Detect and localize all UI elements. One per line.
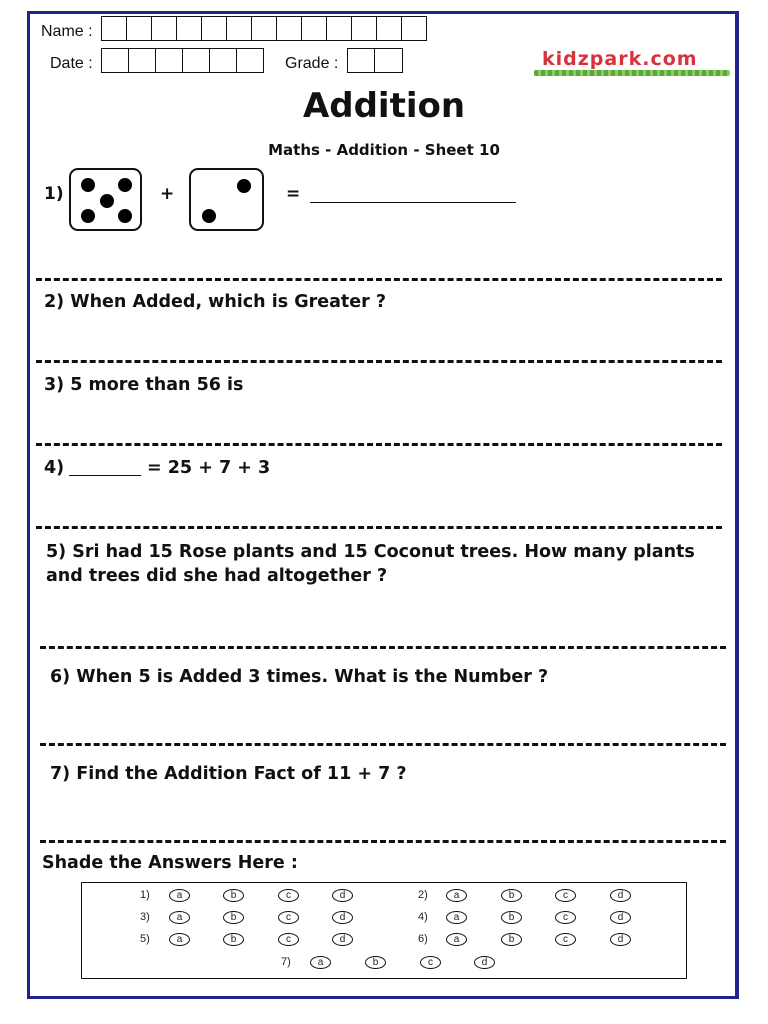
bubble-q5-d[interactable]: d <box>332 933 353 946</box>
bubble-q2-c[interactable]: c <box>555 889 576 902</box>
question-5-line-1: 5) Sri had 15 Rose plants and 15 Coconut trees. How many plants <box>46 542 695 562</box>
answer-number: 4) <box>418 911 428 923</box>
question-7: 7) Find the Addition Fact of 11 + 7 ? <box>50 764 407 784</box>
q4-answer-line[interactable] <box>69 475 141 476</box>
bubble-q3-d[interactable]: d <box>332 911 353 924</box>
bubble-q4-a[interactable]: a <box>446 911 467 924</box>
date-label: Date : <box>50 55 93 72</box>
die-two-icon <box>189 168 264 231</box>
bubble-q7-c[interactable]: c <box>420 956 441 969</box>
divider <box>40 743 726 746</box>
answer-number: 5) <box>140 933 150 945</box>
bubble-q5-a[interactable]: a <box>169 933 190 946</box>
bubble-q4-c[interactable]: c <box>555 911 576 924</box>
kidzpark-logo <box>534 46 734 78</box>
bubble-q7-d[interactable]: d <box>474 956 495 969</box>
bubble-q6-c[interactable]: c <box>555 933 576 946</box>
bubble-q3-c[interactable]: c <box>278 911 299 924</box>
bubble-q6-d[interactable]: d <box>610 933 631 946</box>
name-boxes[interactable] <box>101 16 427 41</box>
page-title: Addition <box>302 86 466 126</box>
question-6: 6) When 5 is Added 3 times. What is the Number ? <box>50 667 549 687</box>
question-2: 2) When Added, which is Greater ? <box>44 292 387 312</box>
bubble-q3-a[interactable]: a <box>169 911 190 924</box>
question-3: 3) 5 more than 56 is <box>44 375 244 395</box>
question-4-prefix: 4) <box>44 458 65 478</box>
name-label: Name : <box>41 23 93 40</box>
grass-decoration <box>534 70 730 76</box>
bubble-q2-b[interactable]: b <box>501 889 522 902</box>
bubble-q6-a[interactable]: a <box>446 933 467 946</box>
bubble-q4-d[interactable]: d <box>610 911 631 924</box>
bubble-q2-a[interactable]: a <box>446 889 467 902</box>
bubble-q1-c[interactable]: c <box>278 889 299 902</box>
answer-number: 7) <box>281 956 291 968</box>
bubble-q2-d[interactable]: d <box>610 889 631 902</box>
bubble-q4-b[interactable]: b <box>501 911 522 924</box>
equals-sign: = <box>286 184 301 204</box>
bubble-q1-b[interactable]: b <box>223 889 244 902</box>
divider <box>40 646 726 649</box>
bubble-q1-d[interactable]: d <box>332 889 353 902</box>
bubble-q5-b[interactable]: b <box>223 933 244 946</box>
answer-number: 1) <box>140 889 150 901</box>
bubble-q7-b[interactable]: b <box>365 956 386 969</box>
shade-heading: Shade the Answers Here : <box>42 853 298 873</box>
answer-number: 3) <box>140 911 150 923</box>
bubble-q3-b[interactable]: b <box>223 911 244 924</box>
divider <box>40 840 726 843</box>
plus-sign: + <box>160 184 175 204</box>
bubble-q6-b[interactable]: b <box>501 933 522 946</box>
logo-text: kidzpark.com <box>542 48 698 70</box>
bubble-q5-c[interactable]: c <box>278 933 299 946</box>
date-boxes[interactable] <box>101 48 264 73</box>
die-five-icon <box>69 168 142 231</box>
question-4-suffix: = 25 + 7 + 3 <box>147 458 271 478</box>
answer-number: 6) <box>418 933 428 945</box>
divider <box>36 443 722 446</box>
q1-answer-line[interactable] <box>310 202 516 203</box>
divider <box>36 278 722 281</box>
q1-number: 1) <box>44 184 64 204</box>
divider <box>36 360 722 363</box>
bubble-q7-a[interactable]: a <box>310 956 331 969</box>
divider <box>36 526 722 529</box>
answer-number: 2) <box>418 889 428 901</box>
grade-label: Grade : <box>285 55 339 72</box>
grade-boxes[interactable] <box>347 48 403 73</box>
bubble-q1-a[interactable]: a <box>169 889 190 902</box>
question-5-line-2: and trees did she had altogether ? <box>46 566 388 586</box>
page-subtitle: Maths - Addition - Sheet 10 <box>268 141 500 159</box>
